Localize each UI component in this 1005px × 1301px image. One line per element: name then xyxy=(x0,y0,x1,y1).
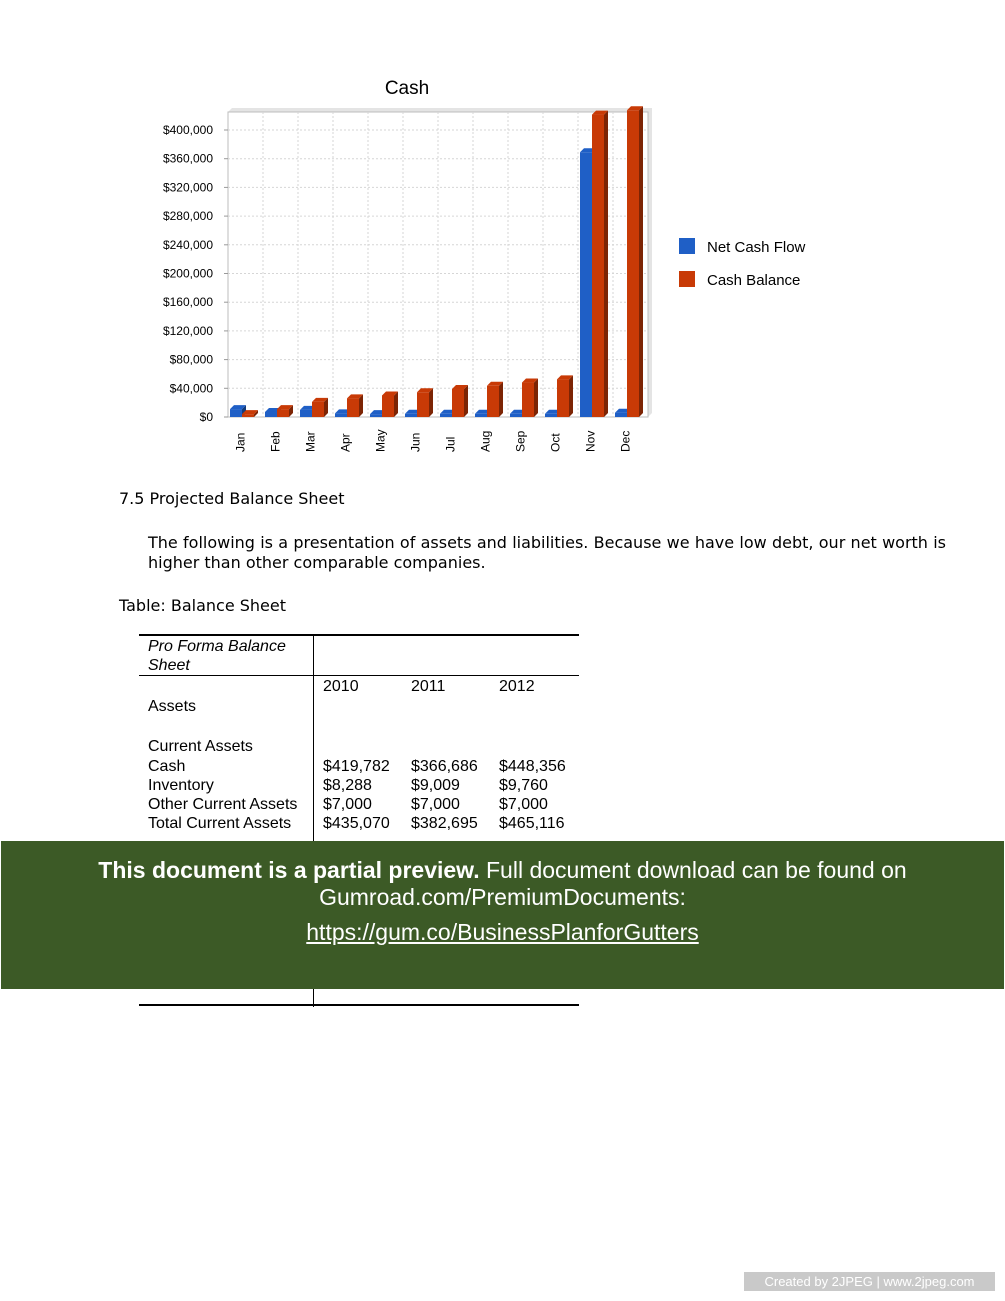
bar-face xyxy=(487,386,499,417)
bar-face xyxy=(265,412,277,417)
bar-face xyxy=(335,413,347,417)
row-value: $9,760 xyxy=(499,777,548,794)
year-2011: 2011 xyxy=(411,678,446,695)
banner-text-line1: Full document download can be found on xyxy=(479,857,907,883)
bar-cash-balance-oct xyxy=(557,375,573,417)
bar-cash-balance-sep xyxy=(522,379,538,417)
x-tick-label: Dec xyxy=(618,430,633,452)
section-heading: 7.5 Projected Balance Sheet xyxy=(119,489,345,508)
bar-side xyxy=(499,382,503,417)
bar-cash-balance-apr xyxy=(347,394,363,417)
bar-face xyxy=(592,115,604,417)
row-label: Inventory xyxy=(148,777,214,794)
bar-cash-balance-jul xyxy=(452,385,468,417)
row-value: $8,288 xyxy=(323,777,372,794)
row-value: $419,782 xyxy=(323,758,390,775)
bar-side xyxy=(639,106,643,417)
y-tick-label: $400,000 xyxy=(162,123,213,137)
bar-face xyxy=(522,383,534,417)
row-value: $9,009 xyxy=(411,777,460,794)
x-tick-label: Jun xyxy=(408,432,423,452)
watermark-credit: Created by 2JPEG | www.2jpeg.com xyxy=(744,1272,995,1291)
y-tick-label: $240,000 xyxy=(162,237,213,252)
bar-face xyxy=(230,409,242,417)
x-tick-label: Aug xyxy=(478,430,493,452)
x-tick-label: Mar xyxy=(303,431,318,452)
bar-cash-balance-mar xyxy=(312,398,328,417)
x-tick-label: Nov xyxy=(583,430,598,452)
bar-face xyxy=(580,152,592,417)
bar-cash-balance-aug xyxy=(487,382,503,417)
row-label: Total Current Assets xyxy=(148,815,292,832)
bar-face xyxy=(312,402,324,417)
x-tick-label: Jul xyxy=(443,436,458,452)
y-tick-label: $360,000 xyxy=(162,151,213,166)
current-assets-label: Current Assets xyxy=(148,738,253,755)
cash-chart xyxy=(0,0,1005,470)
bar-face xyxy=(417,392,429,417)
row-value: $7,000 xyxy=(411,796,460,813)
y-tick-label: $160,000 xyxy=(162,295,213,310)
bar-side xyxy=(604,111,608,417)
bar-face xyxy=(440,414,452,417)
bar-face xyxy=(370,414,382,417)
x-tick-label: Oct xyxy=(548,433,563,452)
chart-legend xyxy=(679,238,806,289)
table-bottom-rule xyxy=(139,1004,579,1006)
bar-side xyxy=(534,379,538,417)
bar-face xyxy=(300,410,312,417)
table-caption: Table: Balance Sheet xyxy=(119,596,287,615)
bar-face xyxy=(242,414,254,417)
y-tick-label: $0 xyxy=(199,410,213,424)
table-top-rule xyxy=(139,634,579,636)
row-value: $448,356 xyxy=(499,758,566,775)
legend-label: Net Cash Flow xyxy=(707,239,806,256)
x-tick-label: Apr xyxy=(338,433,353,452)
preview-banner xyxy=(1,841,1004,989)
x-tick-label: Sep xyxy=(513,430,528,452)
bar-cash-balance-jun xyxy=(417,388,433,417)
table-title: Pro Forma Balance Sheet xyxy=(148,638,286,674)
download-link[interactable]: https://gum.co/BusinessPlanforGutters xyxy=(306,919,699,945)
bar-face xyxy=(627,110,639,417)
bar-face xyxy=(277,409,289,417)
y-tick-label: $200,000 xyxy=(162,266,213,281)
assets-label: Assets xyxy=(148,698,197,715)
y-tick-label: $280,000 xyxy=(162,209,213,224)
x-tick-label: Jan xyxy=(233,432,248,452)
bar-cash-balance-dec xyxy=(627,106,643,417)
bar-cash-balance-nov xyxy=(592,111,608,417)
y-tick-label: $120,000 xyxy=(162,323,213,338)
x-tick-label: May xyxy=(373,429,388,452)
bar-face xyxy=(382,395,394,417)
row-label: Cash xyxy=(148,758,186,775)
row-value: $366,686 xyxy=(411,758,478,775)
y-tick-label: $40,000 xyxy=(169,381,213,396)
banner-bold-text: This document is a partial preview. xyxy=(98,857,480,883)
row-value: $7,000 xyxy=(499,796,548,813)
bar-face xyxy=(615,413,627,417)
x-tick-label: Feb xyxy=(268,431,283,452)
banner-text-line2: Gumroad.com/PremiumDocuments: xyxy=(319,884,686,910)
row-label: Other Current Assets xyxy=(148,796,298,813)
table-header-rule xyxy=(139,675,579,676)
row-value: $465,116 xyxy=(499,815,565,832)
row-value: $435,070 xyxy=(323,815,390,832)
y-tick-label: $80,000 xyxy=(169,352,213,367)
chart-title: Cash xyxy=(384,78,430,99)
legend-swatch xyxy=(679,238,695,254)
bar-side xyxy=(569,375,573,417)
bar-face xyxy=(557,379,569,417)
x-axis-tick-labels xyxy=(234,429,633,452)
year-2010: 2010 xyxy=(323,678,359,695)
year-2012: 2012 xyxy=(499,678,535,695)
bar-side xyxy=(429,388,433,417)
legend-swatch xyxy=(679,271,695,287)
bar-face xyxy=(405,414,417,417)
banner-message xyxy=(1,857,1004,911)
bar-side xyxy=(464,385,468,417)
legend-label: Cash Balance xyxy=(707,272,801,289)
bar-face xyxy=(475,414,487,417)
bar-cash-balance-may xyxy=(382,391,398,417)
bar-face xyxy=(452,389,464,417)
y-axis-tick-labels xyxy=(163,123,213,424)
bar-face xyxy=(347,398,359,417)
y-tick-label: $320,000 xyxy=(162,180,213,195)
bar-face xyxy=(510,414,522,417)
section-paragraph: The following is a presentation of assets and liabilities. Because we have low debt, our net worth is higher than other comparable companies. xyxy=(148,533,946,572)
bar-cash-balance-feb xyxy=(277,405,293,417)
bar-face xyxy=(545,414,557,417)
bar-side xyxy=(394,391,398,417)
row-value: $382,695 xyxy=(411,815,478,832)
row-value: $7,000 xyxy=(323,796,372,813)
